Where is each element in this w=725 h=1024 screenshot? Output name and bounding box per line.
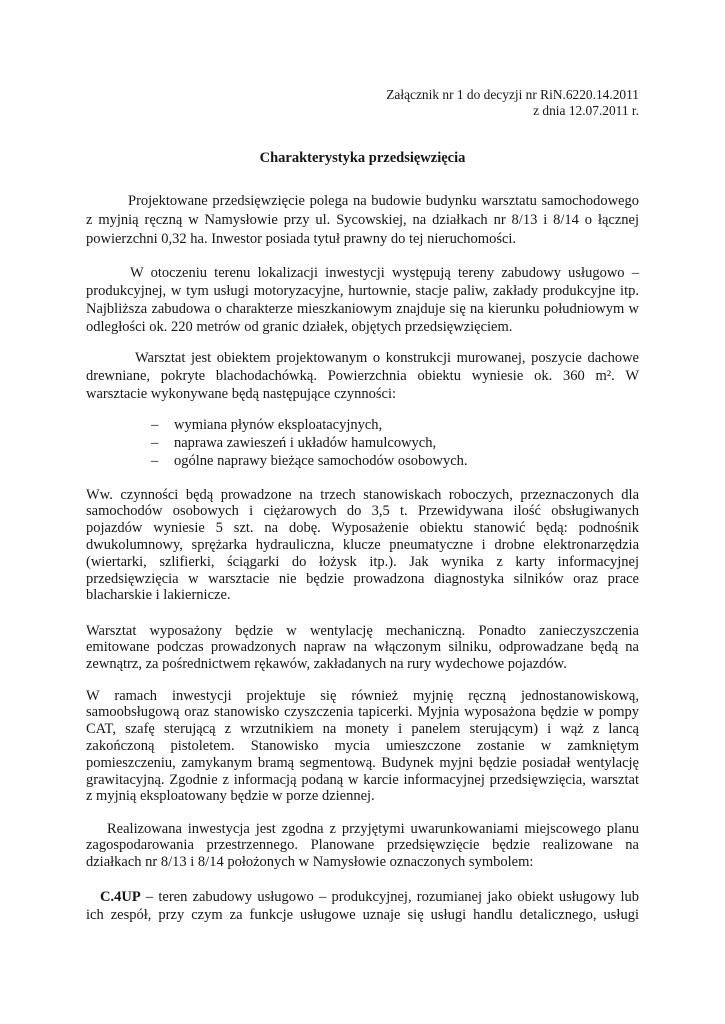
paragraph-line: W otoczeniu terenu lokalizacji inwestycji występują tereny zabudowy usługowo – bbox=[130, 265, 639, 281]
paragraph-line: pojazdów wyniesie 5 szt. na dobę. Wyposażenie obiektu stanowić będą: podnośnik bbox=[86, 520, 639, 537]
paragraph-line: zewnątrz, za pośrednictwem rękawów, zakładanych na rury wydechowe pojazdów. bbox=[86, 655, 567, 672]
list-item-text: naprawa zawieszeń i układów hamulcowych, bbox=[174, 435, 437, 451]
paragraph-line: Warsztat wyposażony będzie w wentylację mechaniczną. Ponadto zanieczyszczenia bbox=[86, 622, 639, 639]
paragraph-line: Projektowane przedsięwzięcie polega na budowie budynku warsztatu samochodowego bbox=[128, 192, 639, 209]
paragraph-line: powierzchni 0,32 ha. Inwestor posiada tytuł prawny do tej nieruchomości. bbox=[86, 230, 517, 247]
paragraph-line: produkcyjnej, w tym usługi motoryzacyjne, hurtownie, stacje paliw, zakłady produkcyjne itp. bbox=[86, 283, 639, 299]
paragraph-line: grawitacyjną. Zgodnie z informacją podaną w karcie informacyjnej przedsięwzięcia, warsztat bbox=[86, 771, 639, 788]
paragraph-line: pomieszczeniu, zamykanym bramą segmentową. Budynek myjni będzie posiadał wentylację bbox=[86, 754, 639, 771]
paragraph-line: Realizowana inwestycja jest zgodna z przyjętymi uwarunkowaniami miejscowego planu bbox=[107, 820, 639, 837]
paragraph-line: (wiertarki, szlifierki, ściągarki do łożysk itp.). Jak wynika z karty informacyjnej bbox=[86, 553, 639, 570]
paragraph-line: Najbliższa zabudowa o charakterze mieszkaniowym znajduje się na kierunku południowym w bbox=[86, 301, 639, 317]
paragraph-line: CAT, szafę sterującą z wrzutnikiem na monety i panelem sterującym) i wąż z lancą bbox=[86, 721, 639, 738]
list-item-text: ogólne naprawy bieżące samochodów osobowych. bbox=[174, 453, 468, 469]
zoning-definition: – teren zabudowy usługowo – produkcyjnej, rozumianej jako obiekt usługowy lub bbox=[145, 889, 639, 905]
paragraph-line bbox=[86, 888, 639, 906]
paragraph-line: z myjnią ręczną w Namysłowie przy ul. Sycowskiej, na działkach nr 8/13 i 8/14 o łącznej bbox=[86, 211, 639, 228]
paragraph-5 bbox=[86, 623, 639, 673]
activities-list bbox=[86, 416, 639, 470]
paragraph-line: blacharskie i lakiernicze. bbox=[86, 587, 231, 604]
paragraph-2 bbox=[86, 264, 639, 336]
paragraph-4 bbox=[86, 487, 639, 605]
paragraph-7 bbox=[86, 821, 639, 871]
paragraph-6 bbox=[86, 688, 639, 806]
dash-bullet: – bbox=[151, 417, 159, 433]
paragraph-line: samoobsługową oraz stanowisko czyszczenia tapicerki. Myjnia wyposażona będzie w pompy bbox=[86, 704, 639, 721]
paragraph-line: zagospodarowania przestrzennego. Planowane przedsięwzięcie będzie realizowane na bbox=[86, 837, 639, 854]
paragraph-8 bbox=[86, 888, 639, 924]
paragraph-line: działkach nr 8/13 i 8/14 położonych w Namysłowie oznaczonych symbolem: bbox=[86, 853, 534, 870]
list-item bbox=[86, 452, 639, 470]
paragraph-line: emitowane podczas prowadzonych napraw na włączonym silniku, odprowadzane będą na bbox=[86, 639, 639, 656]
paragraph-line: Ww. czynności będą prowadzone na trzech stanowiskach roboczych, przeznaczonych dla bbox=[86, 486, 639, 503]
dash-bullet: – bbox=[151, 453, 159, 469]
list-item bbox=[86, 416, 639, 434]
document-title: Charakterystyka przedsięwzięcia bbox=[259, 150, 466, 166]
paragraph-line: zakończoną pistoletem. Stanowisko mycia umieszczone zostanie w zamkniętym bbox=[86, 737, 639, 754]
attachment-reference: Załącznik nr 1 do decyzji nr RiN.6220.14.2011 bbox=[386, 87, 639, 102]
paragraph-line: Warsztat jest obiektem projektowanym o konstrukcji murowanej, poszycie dachowe bbox=[135, 350, 639, 366]
list-item-text: wymiana płynów eksploatacyjnych, bbox=[174, 417, 383, 433]
paragraph-line: dwukolumnowy, sprężarka hydrauliczna, klucze pneumatyczne i drobne elektronarzędzia bbox=[86, 536, 639, 553]
zoning-symbol: C.4UP bbox=[100, 889, 141, 905]
attachment-header bbox=[86, 87, 639, 119]
list-item bbox=[86, 434, 639, 452]
paragraph-line: W ramach inwestycji projektuje się również myjnię ręczną jednostanowiskową, bbox=[86, 687, 639, 704]
paragraph-line: przedsięwzięcia w warsztacie nie będzie prowadzona diagnostyka silników oraz prace bbox=[86, 570, 639, 587]
paragraph-line: warsztacie wykonywane będą następujące czynności: bbox=[86, 386, 397, 402]
paragraph-3 bbox=[86, 349, 639, 403]
paragraph-line: drewniane, pokryte blachodachówką. Powierzchnia obiektu wyniesie ok. 360 m². W bbox=[86, 368, 639, 384]
paragraph-line: ich zespół, przy czym za funkcje usługowe uznaje się usługi handlu detalicznego, usługi bbox=[86, 907, 639, 923]
paragraph-line: z myjnią eksploatowany będzie w porze dziennej. bbox=[86, 788, 375, 805]
paragraph-line: samochodów osobowych i ciężarowych do 3,5 t. Przewidywana ilość obsługiwanych bbox=[86, 503, 639, 520]
attachment-date: z dnia 12.07.2011 r. bbox=[533, 103, 639, 118]
paragraph-line: odległości ok. 220 metrów od granic działek, objętych przedsięwzięciem. bbox=[86, 319, 513, 335]
paragraph-1 bbox=[86, 192, 639, 249]
dash-bullet: – bbox=[151, 435, 159, 451]
